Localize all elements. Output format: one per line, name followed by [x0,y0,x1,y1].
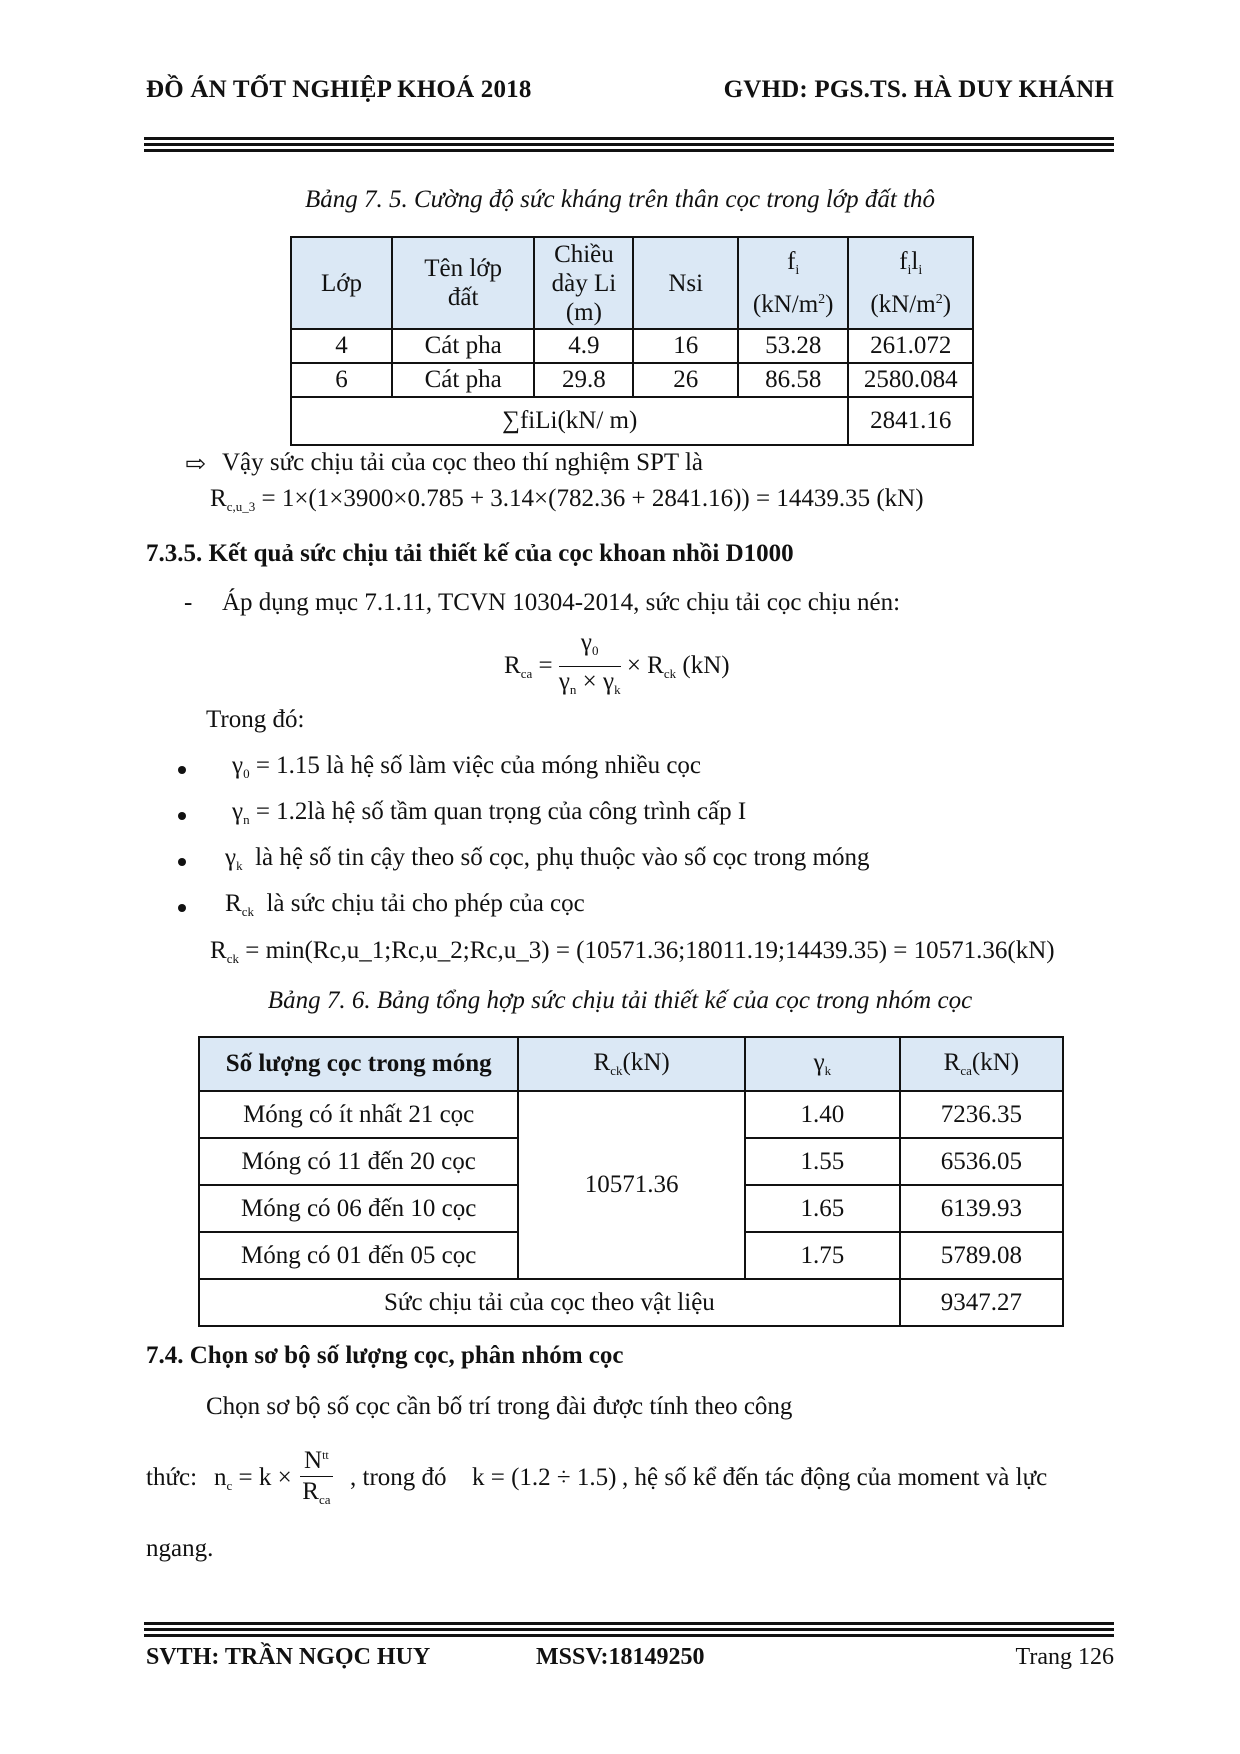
section-735-title: 7.3.5. Kết quả sức chịu tải thiết kế của cọc khoan nhồi D1000 [146,540,794,567]
table76-rck-value: 10571.36 [518,1091,745,1279]
table76-material-label: Sức chịu tải của cọc theo vật liệu [199,1279,900,1326]
table-cell: Móng có ít nhất 21 cọc [199,1091,518,1138]
table-cell: 1.65 [745,1185,900,1232]
table-cell: Móng có 01 đến 05 cọc [199,1232,518,1279]
trong-do: Trong đó: [206,706,305,733]
table-cell: 4 [291,329,392,363]
table75-header-fi: $f_i$ $(kN/m^2)$ [738,237,849,329]
table-cell: Cát pha [392,329,534,363]
table-cell: 2580.084 [848,363,973,397]
table-cell: 6139.93 [900,1185,1063,1232]
bullet-icon [178,812,186,820]
table-cell: 7236.35 [900,1091,1063,1138]
bullet-rck: $R_{ck}$ là sức chịu tải cho phép của cọc [225,890,585,919]
table75-sum-label: ∑fiLi(kN/ m) [291,397,848,445]
footer-mid: MSSV:18149250 [536,1644,705,1670]
section-74-last: ngang. [146,1535,214,1562]
table76-header-gammak: $\gamma_k$ [745,1037,900,1091]
table-cell: Móng có 06 đến 10 cọc [199,1185,518,1232]
footer-rule-bottom [144,1634,1114,1637]
header-rule-mid [144,143,1114,146]
table-cell: 53.28 [738,329,849,363]
section-74-para: Chọn sơ bộ số cọc cần bố trí trong đài được tính theo công [206,1393,793,1420]
table76 [198,1036,1064,1327]
footer-rule-top [144,1622,1114,1625]
header-rule-top [144,137,1114,140]
table-cell: 16 [633,329,737,363]
table-cell: 1.75 [745,1232,900,1279]
header-rule-bottom [144,149,1114,152]
bullet-icon [178,858,186,866]
table75-header-ten-lop: Tên lớp đất [392,237,534,329]
nc-formula-line: thức: $n_c = k$ × $N^{tt}$ $R_{ca}$ , trong đó k = (1.2 ÷ 1.5) , hệ số kể đến tác động của moment và lực [146,1440,1114,1512]
table-cell: 5789.08 [900,1232,1063,1279]
spt-formula: $R_{c,u\_3} = 1\times(1\times 3900\times 0.785 + 3.14\times(782.36 + 2841.16)) = 14439.35$ (kN) [210,485,924,514]
footer-left: SVTH: TRẦN NGỌC HUY [146,1644,431,1670]
table-cell: Cát pha [392,363,534,397]
bullet-icon [178,904,186,912]
table-cell: Móng có 11 đến 20 cọc [199,1138,518,1185]
table75-header-nsi: Nsi [633,237,737,329]
table-row [291,329,973,363]
table-row [291,363,973,397]
arrow-icon: ⇨ [185,451,206,478]
table75-caption: Bảng 7. 5. Cường độ sức kháng trên thân cọc trong lớp đất thô [304,186,936,213]
spt-line: Vậy sức chịu tải của cọc theo thí nghiệm SPT là [222,449,704,476]
table76-header-rca: $R_{ca}(kN)$ [900,1037,1063,1091]
bullet-gamma0: $\gamma_0 = 1.15$ là hệ số làm việc của móng nhiều cọc [232,752,702,781]
page-number: Trang 126 [1015,1644,1114,1670]
header-right: GVHD: PGS.TS. HÀ DUY KHÁNH [723,76,1114,103]
table75-header-fili: $f_il_i$ $(kN/m^2)$ [848,237,973,329]
table-cell: 1.55 [745,1138,900,1185]
table76-material-value: 9347.27 [900,1279,1063,1326]
table-cell: 6536.05 [900,1138,1063,1185]
section-735-intro: Áp dụng mục 7.1.11, TCVN 10304-2014, sức chịu tải cọc chịu nén: [222,589,901,616]
table76-material-row [199,1279,1063,1326]
table-cell: 86.58 [738,363,849,397]
header-left: ĐỒ ÁN TỐT NGHIỆP KHOÁ 2018 [146,76,532,103]
rck-formula: $R_{ck}$ = min(Rc,u_1;Rc,u_2;Rc,u_3) = (10571.36;18011.19;14439.35) = 10571.36(kN) [210,937,1055,966]
table-cell: 29.8 [534,363,633,397]
table75-sum-row [291,397,973,445]
table-cell: 261.072 [848,329,973,363]
table76-caption: Bảng 7. 6. Bảng tổng hợp sức chịu tải thiết kế của cọc trong nhóm cọc [267,987,973,1014]
section-74-title: 7.4. Chọn sơ bộ số lượng cọc, phân nhóm cọc [146,1342,624,1369]
table-cell: 6 [291,363,392,397]
bullet-gamman: $\gamma_n$ = 1.2là hệ số tầm quan trọng của công trình cấp I [232,798,747,827]
bullet-icon [178,766,186,774]
table76-header-rck: $R_{ck}(kN)$ [518,1037,745,1091]
table-row [199,1091,1063,1138]
table75-header-lop: Lớp [291,237,392,329]
table76-header-so-luong: Số lượng cọc trong móng [199,1037,518,1091]
table75-header-chieu-day: Chiều dày Li (m) [534,237,633,329]
table-cell: 4.9 [534,329,633,363]
table75-sum-value: 2841.16 [848,397,973,445]
bullet-gammak: $\gamma_k$ là hệ số tin cậy theo số cọc, phụ thuộc vào số cọc trong móng [225,844,870,873]
table-cell: 1.40 [745,1091,900,1138]
table75 [290,236,974,446]
intro-dash: - [184,589,193,616]
footer-rule-mid [144,1628,1114,1631]
table-cell: 26 [633,363,737,397]
rca-formula: $R_{ca}$ = $\frac{\gamma_0}{\gamma_n \times \gamma_k}$ × $R_{ck}$ (kN) [504,629,730,697]
